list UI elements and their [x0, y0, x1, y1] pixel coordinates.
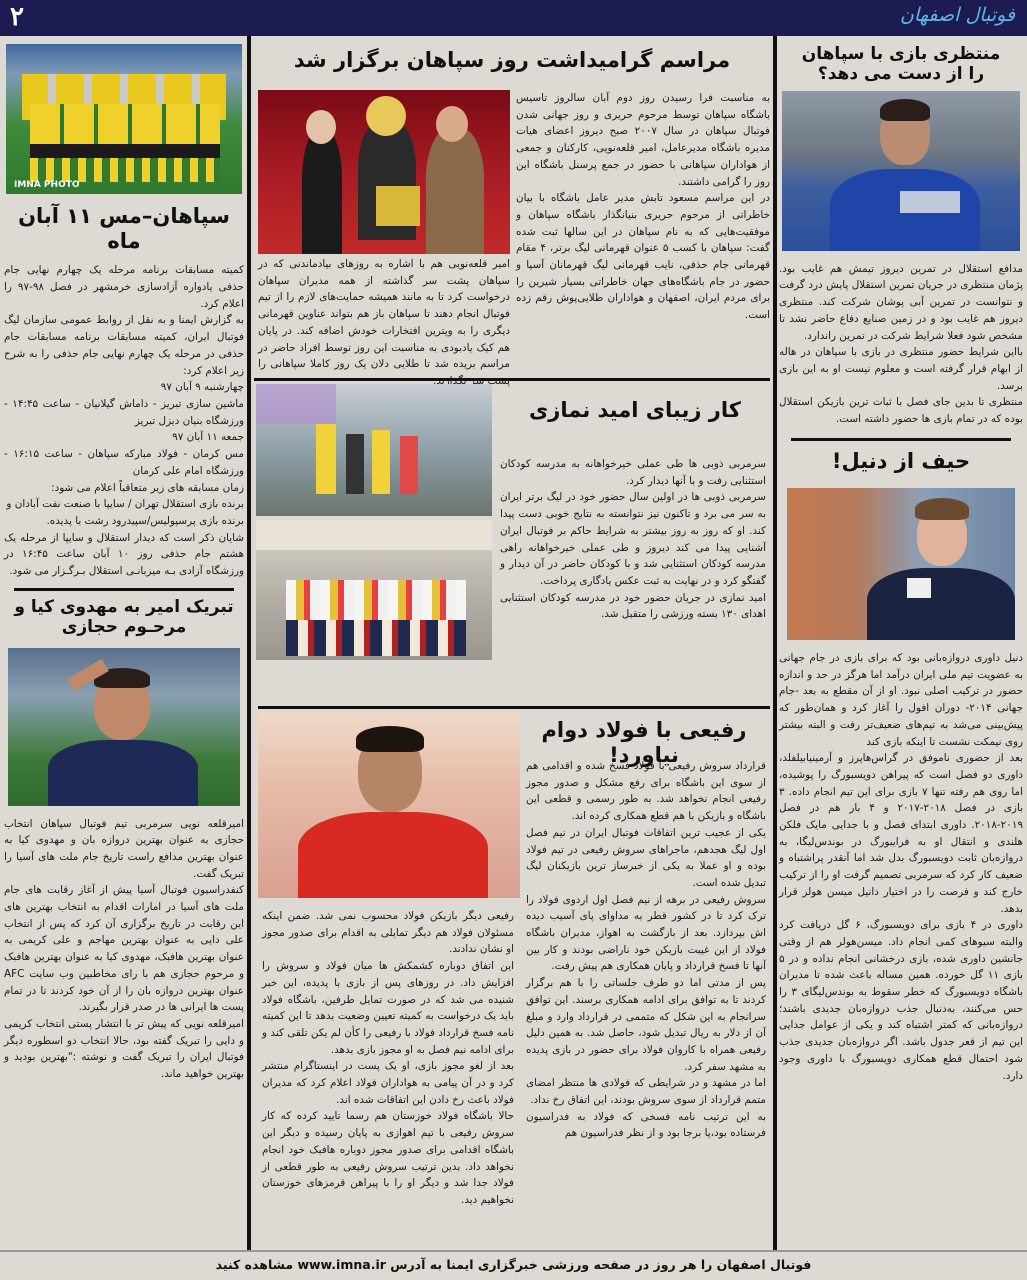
photo-school-visit-2 — [256, 520, 492, 660]
middle-column — [254, 40, 770, 1245]
paragraph: امیرقلعه نویی سرمربی تیم فوتبال سپاهان انتخاب حجازی به عنوان بهترین دروازه بان و مهدوی کیا به عنوان بهترین مدافع راست تاریخ جام ملت های آسیا را تبریک گفت. — [4, 817, 244, 880]
paragraph: امید نمازی در جریان حضور خود در مدرسه کودکان استثنایی اهدای ۱۳۰ بسته ورزشی را متقبل شد. — [500, 591, 766, 621]
photo-school-visit-1 — [256, 384, 492, 516]
paragraph: به مناسبت فرا رسیدن روز دوم آبان سالروز تاسیس باشگاه سپاهان توسط مرحوم حریری و روز جهانی شدن فوتبال سپاهان در سال ۲۰۰۷ صبح دیروز اعضای هیات مدیره باشگاه مدیرعامل، امیر قلعه‌نویی، کارکنان و جمعی از هواداران سپاهانی با حضور در جمع پرسنل باشگاه این روز را گرامی داشتند. — [516, 92, 770, 188]
article-title: رفیعی با فولاد دوام نیاورد! — [541, 718, 747, 768]
article-montazeri — [779, 44, 1023, 428]
article-body — [500, 456, 766, 623]
article-body-continued — [262, 908, 514, 1209]
paragraph: کمیته مسابقات برنامه مرحله یک چهارم نهایی جام حذفی یادواره آزادسازی خرمشهر در فصل ۹۸-۹۷ را اعلام کرد. — [4, 264, 244, 310]
paragraph: یکی از عجیب ترین اتفاقات فوتبال ایران در نیم فصل اول لیگ هجدهم، ماجراهای سروش رفیعی در تیم فولاد بوده و او عملا به یکی از خبرساز ترین بازیکنان لیگ تبدیل شده است. — [526, 826, 766, 889]
paragraph: بااین شرایط حضور منتظری در بازی با سپاهان در هاله از ابهام قرار گرفته است و معلوم نیست او به این بازی برسد. — [779, 346, 1023, 392]
paragraph: جمعه ۱۱ آبان ۹۷ — [172, 431, 244, 444]
paragraph: سرمربی ذوبی ها طی عملی خیرخواهانه به مدرسه کودکان استثنایی رفت و با آنها دیدار کرد. — [500, 458, 766, 487]
photo-player-blue-kit — [782, 91, 1020, 251]
paragraph: در این مراسم مسعود تابش مدیر عامل باشگاه با بیان خاطراتی از مرحوم حریری بنیانگذار باشگاه سپاهان و موفقیت‌هایی که به نام سپاهان در این سالها ثبت شده گفت: سپاهان با کسب ۵ عنوان قهرمانی لیگ برتر، ۴ مقام قهرمانی جام حذفی، نایب قهرمانی لیگ قهرمانان آسیا و حضور در جام باشگاه‌های جهان خاطراتی بسیار شیرین را برای مردم ایران، اصفهان و هواداران طلایی‌پوش رقم زده است. — [516, 192, 770, 322]
paragraph: برنده بازی پرسپولیس/سپیدرود رشت با پدیده. — [46, 514, 244, 527]
photo-credit: IMNA PHOTO — [14, 180, 80, 190]
article-body-continued — [258, 256, 510, 390]
page-number: ۲ — [10, 2, 24, 32]
page-header — [0, 0, 1027, 36]
article-title: مراسم گرامیداشت روز سپاهان برگزار شد — [293, 48, 731, 72]
article-body — [779, 650, 1023, 1084]
paragraph: به گزارش ایمنا و به نقل از روابط عمومی سازمان لیگ فوتبال ایران، کمیته مسابقات برنامه مسابقات جام حذفی در مرحله یک چهارم نهایی جام حذفی را به شرح زیر اعلام کرد: — [4, 314, 244, 377]
article-body — [516, 90, 770, 324]
paragraph: قرارداد سروش رفیعی با فولاد فسخ شده و اقدامی هم از سوی این باشگاه برای رفع مشکل و صدور مجوز رفیعی انجام نخواهد شد. به طور رسمی و قطعی این باشگاه و بازیکن با هم قطع همکاری کرده اند. — [526, 760, 766, 823]
photo-ghalenoei-salute — [8, 648, 240, 806]
right-column — [779, 40, 1023, 1245]
paragraph: دنیل داوری دروازه‌بانی بود که برای بازی در جام جهانی به عضویت تیم ملی ایران درآمد اما هرگز در حد و اندازه حضور در ترکیب اصلی نبود. او از آن مقطع به بعد -جام جهانی ۲۰۱۴- دوران افول را آغاز کرد و همان‌طور که پیش‌بینی می‌شد به تیم‌های ضعیف‌تر رفت و البته بیشتر روی نیمکت نشست تا اینکه بازی کند — [779, 652, 1023, 748]
paragraph: به این ترتیب نامه فسخی که فولاد به فدراسیون فرستاده بود،پا برجا بود و از نظر فدراسیون هم — [526, 1110, 766, 1140]
article-title: حیف از دنیل! — [831, 448, 971, 473]
paragraph: مدافع استقلال در تمرین دیروز تیمش هم غایب بود. پژمان منتظری در جریان تمرین استقلال پایش درد گرفت و نتوانست در تمرین آبی پوشان شرکت کند. منتظری دیروز هم غایب بود و در زمین صنایع دفاع حاضر نشد تا مشخص شود فعلا شرایط شرکت در تمرین راندارد. — [779, 262, 1023, 342]
paragraph: بعد از حضوری ناموفق در گراس‌هاپرز و آرمینیابیلفلد، داوری دو فصل است که پیراهن دویسبورگ را پوشیده، اما روی هم رفته تنها ۷ بازی برای این تیم انجام داده. ۳ بازی در فصل ۲۰۱۸-۲۰۱۷ و ۴ بار هم در فصل ۲۰۱۹-۲۰۱۸. داوری ابتدای فصل و با جدایی مایک فلکن هلندی و انتقال او به فرایبورگ در بوندس‌لیگا، به دروازه‌بان ثابت دویسبورگ بدل شد اما آنقدر پراشتباه و ضعیف کار کرد که سرمربی تصمیم گرفت او را از ترکیب خارج کند و فرصت را در اختیار دانیل میسن هولر قرار بدهد. — [779, 752, 1024, 915]
footer-text: فوتبال اصفهان را هر روز در صفحه ورزشی خبرگزاری ایمنا به آدرس www.imna.ir مشاهده کنید — [215, 1257, 812, 1272]
paragraph: ماشین سازی تبریز - داماش گیلانیان - ساعت ۱۴:۴۵ - ورزشگاه بنیان دیزل تبریز — [4, 398, 244, 427]
column-divider — [247, 36, 251, 1250]
paragraph: کنفدراسیون فوتبال آسیا پیش از آغاز رقابت های جام ملت های آسیا در امارات اقدام به انتخاب بهترین های این رقابت در تاریخ برگزاری آن کرد که پس از انتخاب علی دایی به عنوان بهترین مهاجم و علی کریمی به عنوان بهترین هافبک، مهدوی کیا به عنوان بهترین هافبک و مرحوم حجازی هم با رای مخاطبین وب سایت AFC عنوان بهترین دروازه بان را از آن خود کردند تا در تمام پست ها ایرانی ها در صدر قرار بگیرند. — [4, 884, 244, 1014]
column-divider — [773, 36, 777, 1250]
article-omid-namazi — [254, 384, 770, 700]
photo-sepahan-team — [6, 44, 242, 194]
paragraph: اما در مشهد و در شرایطی که فولادی ها منتظر امضای متمم قرارداد از سوی سروش بودند، این اتفاق رخ نداد. — [526, 1077, 766, 1107]
paragraph: این اتفاق دوباره کشمکش ها میان فولاد و سروش را افزایش داد. در روزهای پس از بازی با پدیده، این خبر شنیده می شد که در صورت تمایل طرفین، باشگاه فولاد باید یک درخواست به کمیته تعیین وضعیت بدهد تا این کمیته نامه فسخ قرارداد فولاد با رفیعی را کأن لم یکن تلقی کند و برای ادامه نیم فصل به او مجوز بازی بدهد. — [262, 960, 514, 1056]
article-body — [4, 262, 244, 579]
paragraph: داوری در ۴ بازی برای دویسبورگ، ۶ گل دریافت کرد والبته سیوهای کمی انجام داد. میسن‌هولر هم از وقتی جانشین داوری شده، بازی درخشانی انجام نداده و در ۵ بازی ۱۱ گل خورده. همین مساله باعث شده تا مدیران باشگاه دویسبورگ که خطر سقوط به بوندس‌لیگای ۳ را حس می‌کنند، به‌دنبال جذب دروازه‌بان جدیدی باشند؛ دروازه‌بانی که کمتر اشتباه کند و یکی از عوامل جدایی این تیم از قعر جدول باشد. اگر دروازه‌بان جدیدی جذب شود احتمال قطع همکاری دویسبورگ با داوری وجود دارد. — [779, 919, 1024, 1082]
paragraph: سرمربی ذوبی ها در اولین سال حضور خود در لیگ برتر ایران به سر می برد و تاکنون نیز نتوانسته به نتایج خوبی دست پیدا کند. او که روز به روز بیشتر به شرایط حاکم بر فوتبال ایران آشنایی پیدا می کند دیروز و طی عملی خیرخواهانه راهی مدرسه کودکان استثنایی شد و با کودکان حاضر در آن دیدار و گفتگو کرد و در نهایت به ثبت عکس یادگاری پرداخت. — [500, 491, 766, 587]
paragraph: پس از مدتی اما دو طرف جلساتی را با هم برگزار کردند تا به توافق برای ادامه همکاری برسند. این توافق سرانجام به این شکل که متممی در قرارداد وارد و مبلغ آن از دلار به ریال تبدیل شود، حاصل شد. به همین دلیل رفیعی همراه با کاروان فولاد برای حضور در بازی پدیده به مشهد سفر کرد. — [526, 977, 766, 1073]
paragraph: رفیعی دیگر بازیکن فولاد محسوب نمی شد. ضمن اینکه مسئولان فولاد هم دیگر تمایلی به اقدام برای صدور مجوز او نشان ندادند. — [262, 910, 514, 956]
publication-logo: فوتبال اصفهان — [899, 4, 1015, 26]
section-divider — [258, 706, 770, 709]
paragraph: برنده بازی استقلال تهران / سایپا با صنعت نفت آبادان و — [6, 498, 244, 511]
article-rafiei — [254, 712, 770, 1245]
paragraph: سروش رفیعی در برهه از نیم فصل اول اردوی فولاد را ترک کرد تا در کشور قطر به مداوای پای آسیب دیده اش بپردازد. بعد از بازگشت به اهواز، مدیران باشگاه فولاد از این غیبت بازیکن خود ناراضی بودند و کار بین آنها تا فسخ قرارداد و پایان همکاری هم پیش رفت. — [526, 893, 766, 973]
paragraph: امیر قلعه‌نویی هم با اشاره به روزهای بیادماندنی که در سپاهان پشت سر گذاشته از همه مدیران سپاهان درخواست کرد تا به مانند همیشه حمایت‌های لازم را از تیم فوتبال انجام دهند تا سپاهان باز هم بتواند عناوین قهرمانی دیگری را به ویترین افتخارات خودش اضافه کند. در پایان هم کیک یادبودی به مناسبت این روز توسط افراد حاضر در مراسم بریده شد تا طلایی دلان یک روز کاملا سپاهانی را — [258, 258, 510, 371]
page-footer — [0, 1250, 1027, 1280]
article-title: کار زیبای امید نمازی — [529, 398, 741, 422]
photo-ceremony-cake — [258, 90, 510, 254]
paragraph: چهارشنبه ۹ آبان ۹۷ — [160, 381, 244, 394]
article-title: منتظری بازی با سپاهان را از دست می دهد؟ — [801, 44, 1001, 85]
paragraph: شایان ذکر است که دیدار استقلال و سایپا از مرحله یک هشتم جام حذفی روز ۱۰ آبان ساعت ۱۶:۴۵ در ورزشگاه آزادی بـه میزبانـی استقلال بـرگـزار می شود. — [4, 531, 245, 578]
paragraph: منتظری تا بدین جای فصل با ثبات ترین بازیکن استقلال بوده که در تمام بازی ها حضور داشته است. — [779, 396, 1023, 426]
article-daniel — [779, 449, 1023, 1084]
paragraph: حالا باشگاه فولاد خوزستان هم رسما تایید کرده که کار سروش رفیعی با تیم اهوازی به پایان رسیده و دیگر این باشگاه اقدامی برای صدور مجوز دوباره هافبک خود انجام نخواهد داد. بدین ترتیب سروش رفیعی به طور قطعی از فولاد جدا شد و دیگر او را با پیراهن قرمزهای خوزستان نخواهیم دید. — [262, 1110, 514, 1206]
left-column — [4, 40, 244, 1245]
paragraph: بعد از لغو مجوز بازی، او یک پست در اینستاگرام منتشر کرد و در آن پیامی به هواداران فولاد اعلام کرد که مدیران فولاد باعث رخ دادن این اتفاقات شده اند. — [262, 1060, 514, 1106]
paragraph: مس کرمان - فولاد مبارکه سپاهان - ساعت ۱۶:۱۵ - ورزشگاه امام علی کرمان — [4, 448, 244, 477]
photo-player-red-kit — [258, 712, 520, 898]
photo-goalkeeper — [787, 488, 1015, 640]
section-divider — [791, 438, 1011, 441]
section-divider — [254, 378, 770, 381]
article-body — [779, 261, 1023, 428]
article-sepahan-day — [254, 40, 770, 371]
article-body — [526, 758, 766, 1142]
article-title: سپاهان–مس ۱۱ آبان ماه — [18, 204, 230, 254]
article-body — [4, 816, 244, 1083]
paragraph: امیرقلعه نویی که پیش تر با انتشار پستی انتخاب کریمی و دایی را تبریک گفته بود، حالا انتخاب دو اسطوره دیگر فوتبال ایران را تبریک گفت و نوشته :"بهترین بودید و بهترین خواهید ماند. — [4, 1017, 244, 1081]
article-title: تبریک امیر به مهدوی کیا و مرحـوم حجازی — [14, 596, 234, 638]
paragraph: زمان مسابقه های زیر متعاقباً اعلام می شود: — [51, 481, 244, 494]
section-divider — [14, 588, 234, 591]
